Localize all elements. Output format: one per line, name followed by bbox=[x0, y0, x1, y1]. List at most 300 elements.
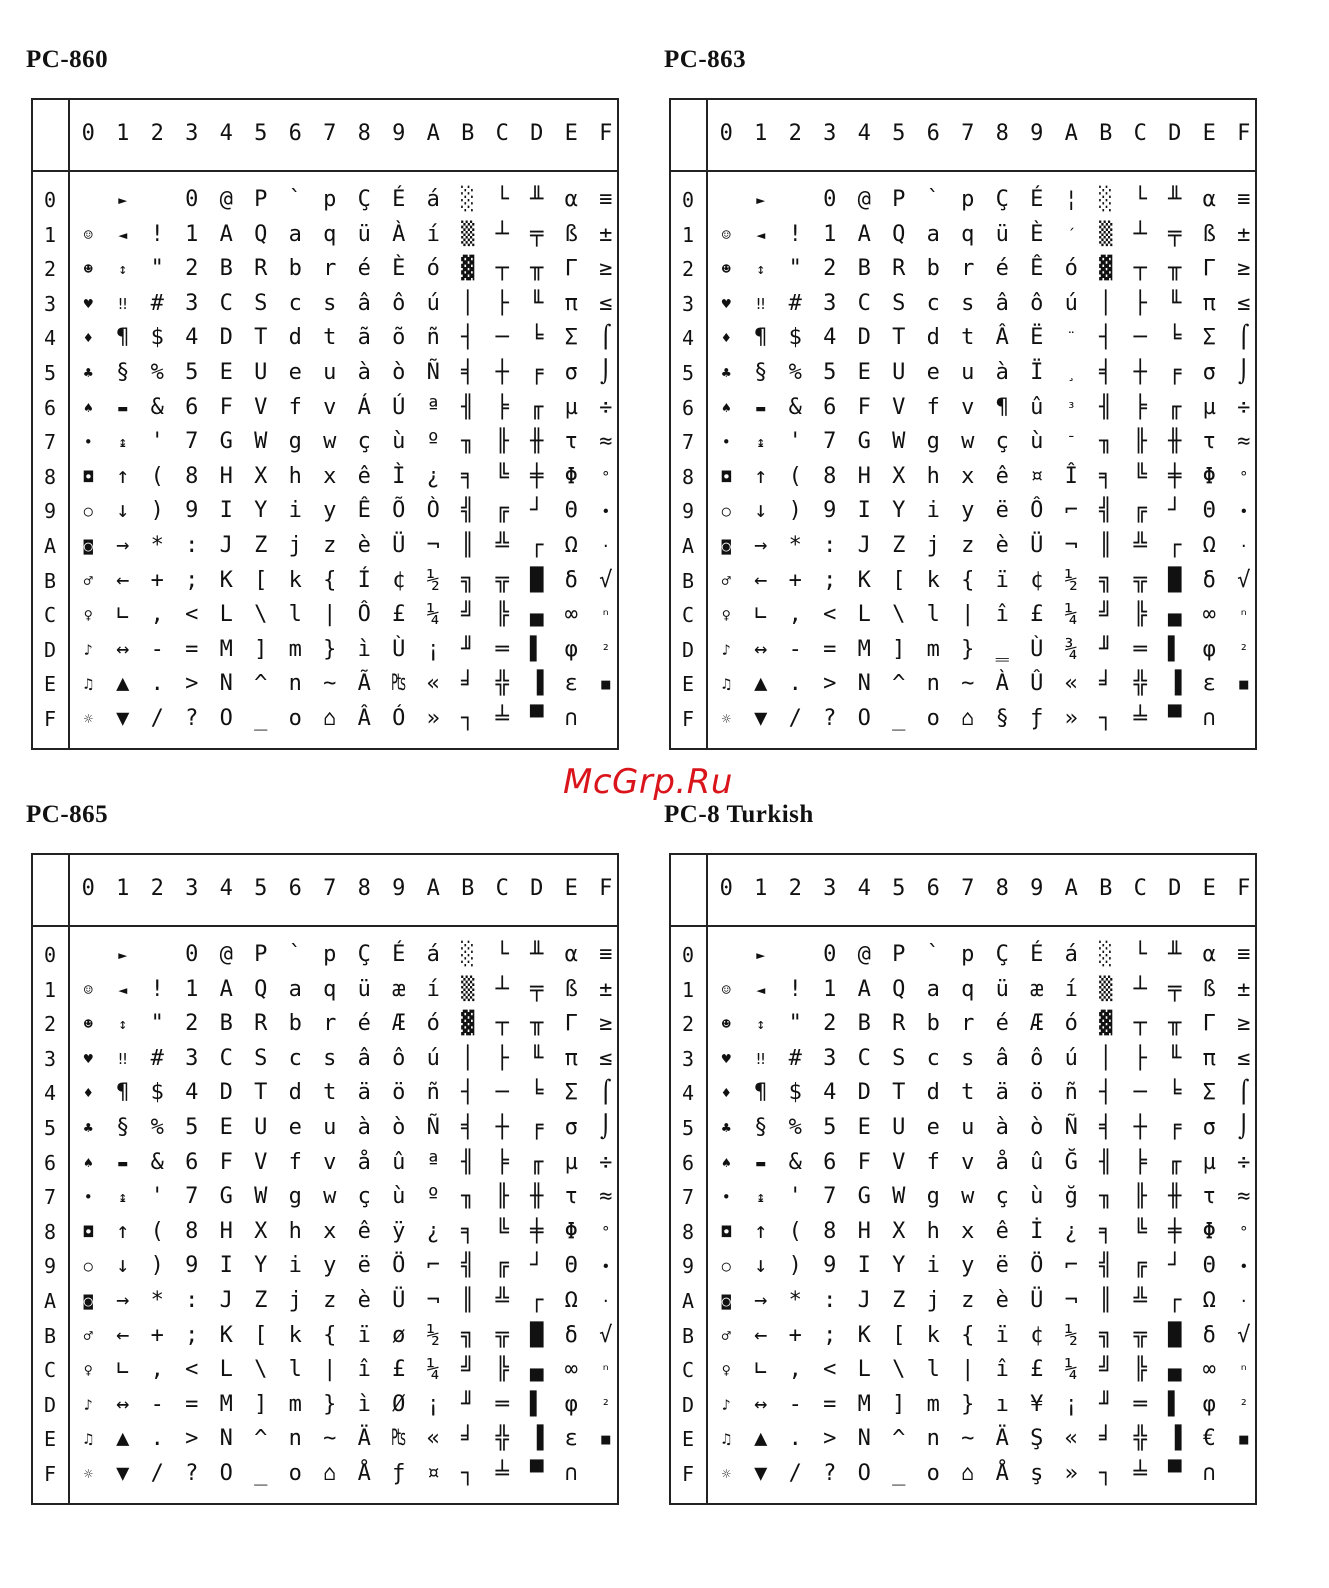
row-header: E bbox=[681, 1427, 695, 1452]
char-cell: c bbox=[288, 290, 302, 316]
char-cell: ─ bbox=[1133, 1080, 1147, 1106]
char-cell: Θ bbox=[1202, 1253, 1216, 1279]
char-cell: ╔ bbox=[1133, 1253, 1147, 1279]
char-cell: ♣ bbox=[721, 364, 731, 382]
char-cell: ┐ bbox=[461, 706, 475, 731]
char-cell: Ê bbox=[1030, 256, 1044, 282]
char-cell: Σ bbox=[1202, 325, 1216, 351]
char-cell: È bbox=[392, 256, 406, 282]
char-cell: j bbox=[926, 1288, 940, 1313]
char-cell: Ø bbox=[392, 1391, 406, 1417]
char-cell: u bbox=[961, 1115, 975, 1140]
char-cell: ( bbox=[788, 1218, 802, 1244]
char-cell: S bbox=[892, 290, 906, 316]
char-cell: ╬ bbox=[495, 671, 509, 697]
char-cell: £ bbox=[1030, 602, 1044, 628]
char-cell: l bbox=[288, 1357, 302, 1383]
char-cell: ╡ bbox=[461, 360, 475, 385]
char-cell: 9 bbox=[185, 1253, 199, 1279]
char-cell: ↨ bbox=[756, 433, 766, 452]
char-cell: ù bbox=[392, 1184, 406, 1210]
row-header: 9 bbox=[681, 1254, 695, 1279]
char-cell: • bbox=[721, 1188, 731, 1207]
char-cell: e bbox=[926, 360, 940, 385]
char-cell: ( bbox=[150, 463, 164, 489]
char-cell: 1 bbox=[185, 221, 199, 247]
char-cell: ~ bbox=[961, 1426, 975, 1452]
char-cell: σ bbox=[1202, 360, 1216, 385]
char-cell: / bbox=[788, 1461, 802, 1486]
char-cell: ┼ bbox=[495, 1115, 509, 1140]
char-cell: ╝ bbox=[1099, 602, 1113, 628]
char-cell: ½ bbox=[1064, 567, 1078, 593]
column-header: 6 bbox=[288, 876, 302, 901]
char-cell: x bbox=[961, 1218, 975, 1244]
row-header: 0 bbox=[43, 943, 57, 967]
row-header: A bbox=[681, 1289, 695, 1313]
row-header: F bbox=[43, 1462, 57, 1486]
char-cell: ♀ bbox=[83, 606, 93, 625]
char-cell: d bbox=[288, 1080, 302, 1106]
char-cell: N bbox=[219, 1426, 233, 1452]
char-cell: u bbox=[961, 360, 975, 385]
char-cell: ▀ bbox=[530, 706, 544, 731]
char-cell: 2 bbox=[823, 256, 837, 282]
column-header: 5 bbox=[254, 121, 268, 146]
char-cell: ┼ bbox=[1133, 1115, 1147, 1140]
char-cell: ( bbox=[150, 1218, 164, 1244]
char-cell: * bbox=[788, 533, 802, 558]
char-cell: ▒ bbox=[461, 221, 475, 247]
char-cell: D bbox=[219, 1080, 233, 1106]
char-cell: ║ bbox=[461, 533, 475, 558]
char-cell: ó bbox=[1064, 1011, 1078, 1037]
char-cell: φ bbox=[564, 636, 578, 662]
char-cell: ~ bbox=[961, 671, 975, 697]
char-cell: ☻ bbox=[721, 1015, 731, 1034]
char-cell: ☻ bbox=[83, 260, 93, 279]
char-table-pc863 bbox=[669, 98, 1257, 750]
column-header: E bbox=[1202, 121, 1216, 146]
row-header: 1 bbox=[681, 977, 695, 1002]
char-cell: = bbox=[185, 1391, 199, 1417]
char-cell: @ bbox=[219, 942, 233, 967]
column-header: 7 bbox=[323, 121, 337, 146]
char-cell: ╙ bbox=[1168, 1045, 1182, 1071]
char-cell: ∞ bbox=[1202, 1357, 1216, 1383]
char-cell: ▄ bbox=[1168, 1357, 1182, 1383]
char-cell: Q bbox=[254, 221, 268, 247]
column-header: B bbox=[1099, 121, 1113, 146]
char-cell: D bbox=[219, 325, 233, 351]
char-cell: ¼ bbox=[1064, 1357, 1078, 1383]
char-cell: √ bbox=[1237, 567, 1251, 593]
char-cell: ┤ bbox=[461, 1080, 475, 1106]
char-cell: ° bbox=[1239, 1222, 1249, 1241]
char-cell: 6 bbox=[823, 394, 837, 420]
row-header: 8 bbox=[43, 1219, 57, 1244]
char-cell: ♠ bbox=[721, 398, 731, 417]
char-cell: R bbox=[254, 256, 268, 282]
char-cell: > bbox=[185, 671, 199, 697]
char-cell: y bbox=[961, 1253, 975, 1279]
char-cell: → bbox=[754, 533, 768, 558]
char-cell: I bbox=[857, 498, 871, 524]
char-cell: 4 bbox=[823, 325, 837, 351]
char-cell: ☼ bbox=[83, 1465, 93, 1483]
char-cell: ╒ bbox=[1168, 1115, 1182, 1140]
char-cell: ´ bbox=[1066, 225, 1076, 244]
char-cell: ┼ bbox=[495, 360, 509, 385]
char-cell: ╩ bbox=[1133, 1288, 1147, 1313]
row-header: 4 bbox=[43, 1081, 57, 1106]
char-cell: ╣ bbox=[1099, 1253, 1113, 1279]
char-cell: ░ bbox=[1099, 942, 1113, 967]
char-cell: δ bbox=[564, 1322, 578, 1348]
char-cell: ╕ bbox=[461, 1218, 475, 1244]
char-cell: ╪ bbox=[530, 1218, 544, 1244]
char-cell: ² bbox=[1239, 1395, 1249, 1414]
char-cell: 6 bbox=[185, 394, 199, 420]
char-cell: g bbox=[288, 429, 302, 455]
column-header: D bbox=[1168, 121, 1182, 146]
char-cell: F bbox=[219, 394, 233, 420]
char-cell: ┬ bbox=[1133, 1011, 1147, 1037]
char-cell: d bbox=[926, 1080, 940, 1106]
char-cell: $ bbox=[150, 325, 164, 351]
char-cell: ∟ bbox=[754, 602, 768, 628]
row-header: B bbox=[43, 568, 57, 593]
char-cell: • bbox=[83, 1188, 93, 1207]
char-cell: █ bbox=[1168, 567, 1182, 593]
char-cell: & bbox=[788, 394, 802, 420]
char-cell: Ñ bbox=[1064, 1115, 1078, 1140]
char-cell: ? bbox=[823, 706, 837, 731]
char-cell: : bbox=[185, 533, 199, 558]
char-cell: ╫ bbox=[1168, 1184, 1182, 1210]
char-cell: ← bbox=[116, 1322, 130, 1348]
char-cell: ‼ bbox=[118, 294, 128, 313]
column-header: 3 bbox=[823, 121, 837, 146]
char-cell: Æ bbox=[1030, 1011, 1044, 1037]
char-cell: ò bbox=[1030, 1115, 1044, 1140]
char-cell: í bbox=[426, 976, 440, 1002]
column-header: 0 bbox=[81, 876, 95, 901]
char-cell: ∞ bbox=[564, 602, 578, 628]
char-cell: K bbox=[219, 1322, 233, 1348]
char-cell: ∞ bbox=[564, 1357, 578, 1383]
char-cell: # bbox=[150, 290, 164, 316]
char-cell: ◘ bbox=[721, 1222, 731, 1241]
char-cell: B bbox=[857, 256, 871, 282]
char-cell: I bbox=[857, 1253, 871, 1279]
char-cell: ► bbox=[118, 191, 128, 209]
char-cell: $ bbox=[788, 325, 802, 351]
char-cell: ⌐ bbox=[1064, 1253, 1078, 1279]
row-header: 7 bbox=[43, 430, 57, 455]
char-cell: ä bbox=[995, 1080, 1009, 1106]
char-cell: < bbox=[185, 602, 199, 628]
char-cell: V bbox=[892, 1149, 906, 1175]
column-header: F bbox=[1237, 121, 1251, 146]
char-cell: c bbox=[288, 1045, 302, 1071]
char-cell: ¾ bbox=[1064, 636, 1078, 662]
char-cell: ã bbox=[357, 325, 371, 351]
char-cell: ; bbox=[185, 1322, 199, 1348]
char-cell: ◄ bbox=[118, 980, 128, 999]
table-divider-horizontal bbox=[33, 170, 617, 172]
row-header: D bbox=[681, 637, 695, 662]
char-cell: ú bbox=[426, 1045, 440, 1071]
column-header: F bbox=[599, 121, 613, 146]
watermark: McGrp.Ru bbox=[563, 762, 733, 802]
char-cell: 9 bbox=[823, 498, 837, 524]
char-cell: ♣ bbox=[83, 1119, 93, 1137]
char-cell: ╒ bbox=[530, 1115, 544, 1140]
char-cell: σ bbox=[564, 1115, 578, 1140]
char-cell: 4 bbox=[185, 1080, 199, 1106]
row-header: 4 bbox=[681, 1081, 695, 1106]
char-cell: Ω bbox=[564, 1288, 578, 1313]
char-cell: 0 bbox=[823, 942, 837, 967]
char-cell: ╕ bbox=[461, 463, 475, 489]
char-cell: → bbox=[116, 1288, 130, 1313]
char-cell: X bbox=[892, 1218, 906, 1244]
char-cell: ╧ bbox=[495, 706, 509, 731]
char-cell: l bbox=[926, 602, 940, 628]
char-cell: \ bbox=[892, 1357, 906, 1383]
char-cell: k bbox=[926, 1322, 940, 1348]
row-header: 1 bbox=[681, 222, 695, 247]
char-cell: r bbox=[323, 1011, 337, 1037]
char-cell: ╫ bbox=[1168, 429, 1182, 455]
char-cell: ∩ bbox=[564, 706, 578, 731]
char-cell: ] bbox=[892, 1391, 906, 1417]
char-cell: 1 bbox=[185, 976, 199, 1002]
char-cell: « bbox=[426, 1426, 440, 1452]
char-cell: s bbox=[323, 290, 337, 316]
char-cell: & bbox=[150, 1149, 164, 1175]
char-cell: ◘ bbox=[721, 467, 731, 486]
char-cell: ╘ bbox=[1168, 1080, 1182, 1106]
char-cell: α bbox=[564, 942, 578, 967]
char-cell: ß bbox=[1202, 976, 1216, 1002]
char-cell: K bbox=[219, 567, 233, 593]
char-cell: w bbox=[323, 429, 337, 455]
char-cell: ú bbox=[1064, 290, 1078, 316]
char-cell: ╠ bbox=[1133, 1357, 1147, 1383]
char-cell: ▼ bbox=[116, 1461, 130, 1486]
char-cell: ┤ bbox=[461, 325, 475, 351]
column-header: 5 bbox=[892, 121, 906, 146]
char-cell: % bbox=[788, 360, 802, 385]
char-cell: S bbox=[254, 290, 268, 316]
char-cell: ì bbox=[357, 636, 371, 662]
table-divider-vertical bbox=[68, 100, 70, 748]
char-cell: w bbox=[961, 1184, 975, 1210]
char-cell: Ö bbox=[1030, 1253, 1044, 1279]
row-header: D bbox=[681, 1392, 695, 1417]
char-cell: | bbox=[961, 1357, 975, 1383]
char-cell: ½ bbox=[1064, 1322, 1078, 1348]
char-cell: u bbox=[323, 1115, 337, 1140]
char-cell: ¶ bbox=[116, 1080, 130, 1106]
char-cell: ╞ bbox=[1133, 1149, 1147, 1175]
column-header: 8 bbox=[357, 121, 371, 146]
char-cell: ▒ bbox=[461, 976, 475, 1002]
char-cell: ⌂ bbox=[961, 706, 975, 731]
char-cell: Ü bbox=[1030, 1288, 1044, 1313]
char-cell: ► bbox=[118, 946, 128, 964]
char-cell: δ bbox=[564, 567, 578, 593]
char-cell: Á bbox=[357, 394, 371, 420]
char-cell: ♫ bbox=[721, 1430, 731, 1449]
row-header: A bbox=[43, 534, 57, 558]
row-header: 6 bbox=[681, 395, 695, 420]
char-cell: Ï bbox=[1030, 360, 1044, 385]
char-cell: ≈ bbox=[1237, 1184, 1251, 1210]
char-cell: ▄ bbox=[530, 1357, 544, 1383]
char-cell: ë bbox=[357, 1253, 371, 1279]
char-cell: φ bbox=[564, 1391, 578, 1417]
char-cell: P bbox=[892, 942, 906, 967]
char-cell: \ bbox=[254, 602, 268, 628]
char-cell: # bbox=[788, 1045, 802, 1071]
char-cell: ├ bbox=[1133, 290, 1147, 316]
char-cell: L bbox=[219, 602, 233, 628]
char-cell: ¨ bbox=[1066, 329, 1076, 348]
char-cell: í bbox=[1064, 976, 1078, 1002]
char-cell: m bbox=[288, 1391, 302, 1417]
char-cell: â bbox=[357, 1045, 371, 1071]
char-cell: ▓ bbox=[1099, 256, 1113, 282]
char-cell: µ bbox=[564, 1149, 578, 1175]
char-cell: ¶ bbox=[754, 1080, 768, 1106]
char-cell: τ bbox=[1202, 1184, 1216, 1210]
char-cell: } bbox=[961, 636, 975, 662]
char-cell: ≡ bbox=[599, 942, 613, 967]
char-cell: ╜ bbox=[1099, 636, 1113, 662]
char-cell: c bbox=[926, 290, 940, 316]
column-header: 4 bbox=[219, 121, 233, 146]
char-cell: k bbox=[288, 567, 302, 593]
char-cell: ▐ bbox=[1168, 671, 1182, 697]
char-cell: x bbox=[323, 1218, 337, 1244]
char-cell: a bbox=[926, 221, 940, 247]
char-cell: r bbox=[961, 256, 975, 282]
char-cell: v bbox=[961, 394, 975, 420]
char-cell: ε bbox=[564, 1426, 578, 1452]
char-cell: ô bbox=[392, 290, 406, 316]
char-cell: ü bbox=[995, 221, 1009, 247]
char-table-pc860 bbox=[31, 98, 619, 750]
char-cell: ╛ bbox=[1099, 1426, 1113, 1452]
char-cell: µ bbox=[564, 394, 578, 420]
char-cell: f bbox=[288, 394, 302, 420]
column-header: 7 bbox=[961, 876, 975, 901]
char-cell: ╙ bbox=[1168, 290, 1182, 316]
char-cell: K bbox=[857, 567, 871, 593]
column-header: 7 bbox=[323, 876, 337, 901]
char-cell: ╛ bbox=[1099, 671, 1113, 697]
row-header: B bbox=[43, 1323, 57, 1348]
char-cell: ( bbox=[788, 463, 802, 489]
char-cell: ═ bbox=[495, 1391, 509, 1417]
char-cell: ↕ bbox=[756, 260, 766, 279]
char-cell: ε bbox=[564, 671, 578, 697]
char-cell: ♣ bbox=[83, 364, 93, 382]
char-cell: f bbox=[926, 1149, 940, 1175]
row-header: A bbox=[43, 1289, 57, 1313]
char-cell: ♂ bbox=[721, 1326, 731, 1345]
row-header: 3 bbox=[43, 291, 57, 316]
char-cell: [ bbox=[254, 567, 268, 593]
char-cell: } bbox=[323, 1391, 337, 1417]
char-cell: , bbox=[150, 1357, 164, 1383]
char-cell: Y bbox=[892, 498, 906, 524]
char-cell: ♠ bbox=[721, 1153, 731, 1172]
char-cell: √ bbox=[599, 1322, 613, 1348]
char-cell: ¼ bbox=[426, 602, 440, 628]
char-cell: m bbox=[926, 636, 940, 662]
char-cell: 2 bbox=[823, 1011, 837, 1037]
char-cell: ğ bbox=[1064, 1184, 1078, 1210]
char-cell: ♂ bbox=[721, 571, 731, 590]
char-cell: Ü bbox=[392, 533, 406, 558]
char-cell: / bbox=[150, 706, 164, 731]
char-cell: ` bbox=[926, 187, 940, 212]
char-cell: ^ bbox=[254, 1426, 268, 1452]
char-cell: ■ bbox=[1239, 675, 1249, 694]
char-cell: z bbox=[961, 1288, 975, 1313]
char-cell: ⌠ bbox=[599, 1080, 613, 1106]
char-cell: ♪ bbox=[83, 640, 93, 659]
char-cell: ♦ bbox=[83, 329, 93, 348]
char-cell: ↕ bbox=[118, 1015, 128, 1034]
char-cell: Θ bbox=[1202, 498, 1216, 524]
char-cell: T bbox=[254, 1080, 268, 1106]
char-cell bbox=[71, 183, 106, 218]
column-header: A bbox=[1064, 121, 1078, 146]
char-cell: ┐ bbox=[1099, 1461, 1113, 1486]
char-cell: § bbox=[116, 1115, 130, 1140]
char-cell: < bbox=[185, 1357, 199, 1383]
char-cell: ß bbox=[1202, 221, 1216, 247]
char-cell: ╦ bbox=[495, 567, 509, 593]
char-cell: ¬ bbox=[1064, 1288, 1078, 1313]
char-cell: ♀ bbox=[721, 606, 731, 625]
column-header: B bbox=[461, 121, 475, 146]
char-cell: Σ bbox=[564, 1080, 578, 1106]
char-cell: ◙ bbox=[83, 537, 93, 555]
char-cell: ¼ bbox=[426, 1357, 440, 1383]
char-cell: ↨ bbox=[118, 433, 128, 452]
char-cell: → bbox=[754, 1288, 768, 1313]
char-cell: ╒ bbox=[530, 360, 544, 385]
char-cell: d bbox=[288, 325, 302, 351]
row-header: D bbox=[43, 637, 57, 662]
char-cell: ú bbox=[1064, 1045, 1078, 1071]
row-header: 2 bbox=[681, 257, 695, 282]
char-cell: ² bbox=[1239, 640, 1249, 659]
char-cell: Ã bbox=[357, 671, 371, 697]
char-cell: µ bbox=[1202, 1149, 1216, 1175]
char-cell: _ bbox=[254, 706, 268, 731]
char-cell: z bbox=[961, 533, 975, 558]
char-cell: ♪ bbox=[721, 640, 731, 659]
char-cell: ↑ bbox=[754, 463, 768, 489]
char-cell: █ bbox=[1168, 1322, 1182, 1348]
